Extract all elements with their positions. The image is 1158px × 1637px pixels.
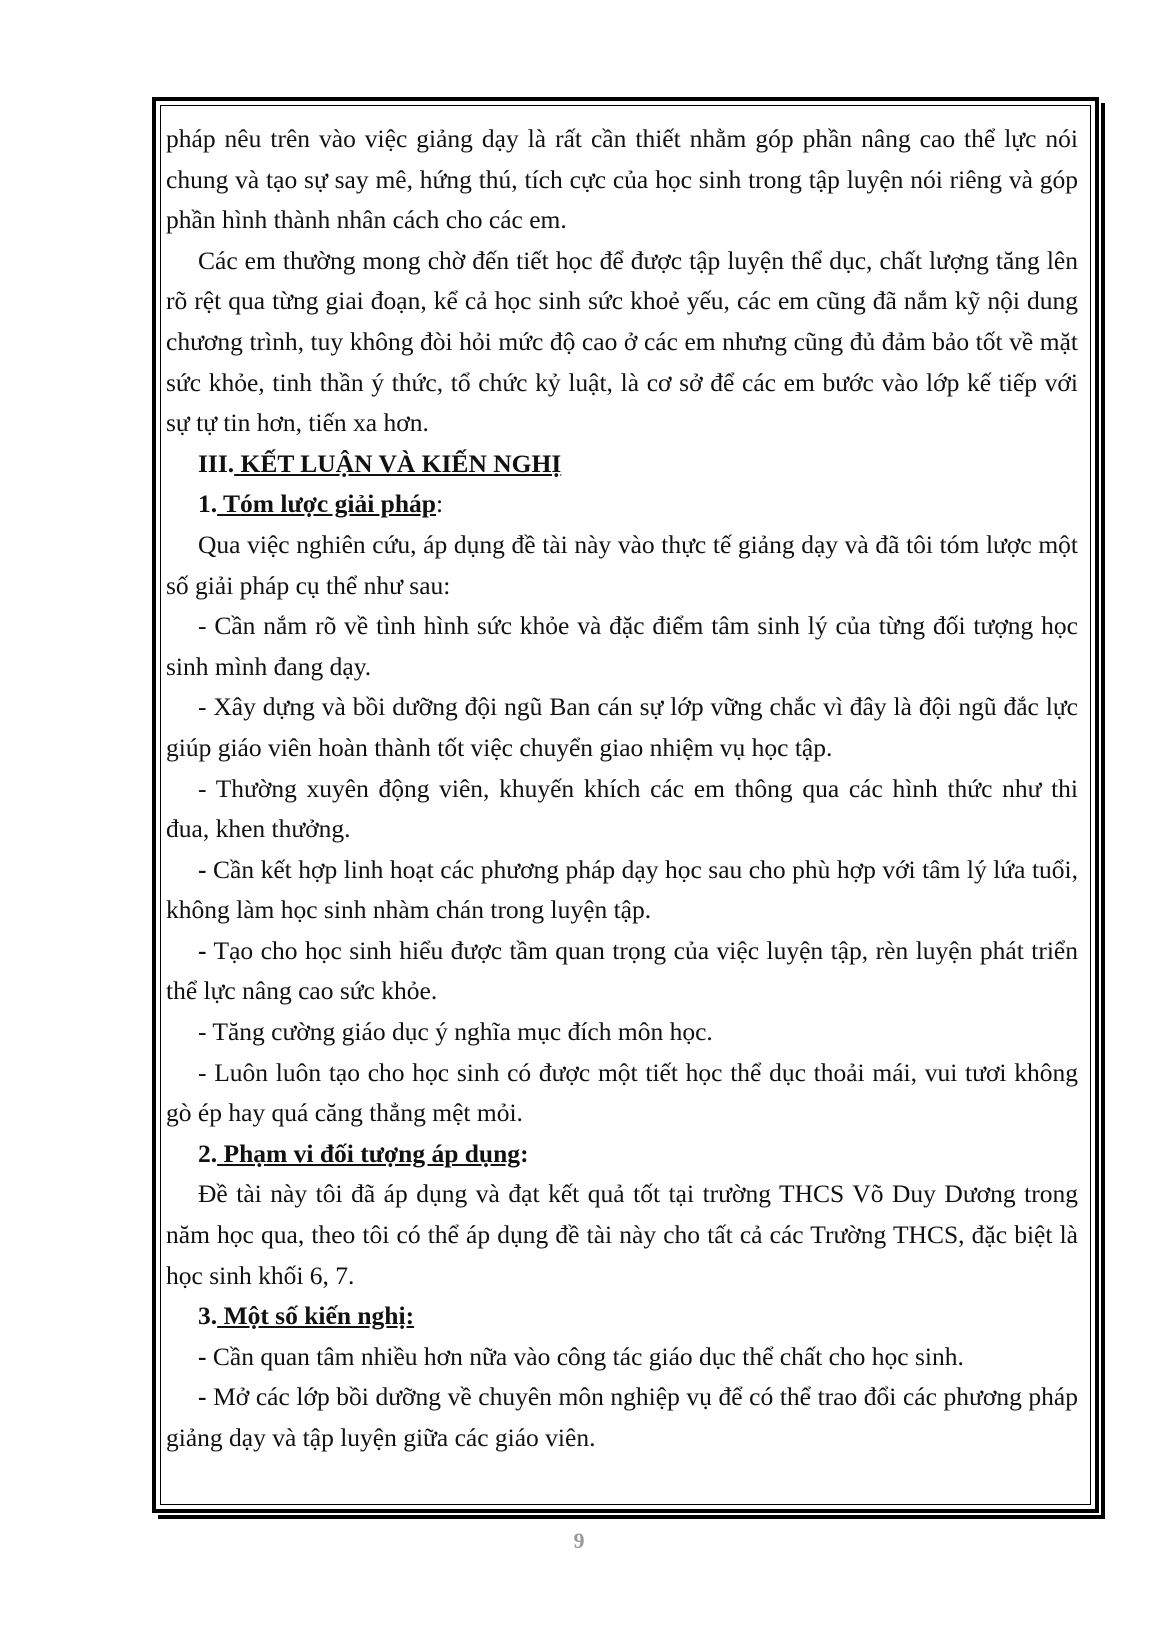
item-text: Mở các lớp bồi dưỡng về chuyên môn nghiệp vụ để có thể trao đổi các phương pháp giảng dạy và tập luyện giữa các giáo viên. [166,1382,1078,1452]
item-dash: - [198,1382,207,1412]
subheading-number: 2. [198,1138,218,1168]
summary-intro: Qua việc nghiên cứu, áp dụng đề tài này vào thực tế giảng dạy và đã tôi tóm lược một số giải pháp cụ thể như sau: [166,529,1078,600]
subheading-scope [166,1134,1078,1175]
subheading-summary [166,484,1078,525]
subheading-recommendations [166,1296,1078,1337]
item-dash: - [198,935,207,965]
item-dash: - [198,1341,207,1371]
item-text: Cần quan tâm nhiều hơn nữa vào công tác giáo dục thể chất cho học sinh. [206,1341,964,1371]
scope-text: Đề tài này tôi đã áp dụng và đạt kết quả tốt tại trường THCS Võ Duy Dương trong năm học qua, theo tôi có thể áp dụng đề tài này cho tất cả các Trường THCS, đặc biệt là học sinh khối 6, 7. [166,1179,1078,1290]
summary-item: - Xây dựng và bồi dưỡng đội ngũ Ban cán sự lớp vững chắc vì đây là đội ngũ đắc lực giúp giáo viên hoàn thành tốt việc chuyển giao nhiệm vụ học tập. [166,692,1078,762]
subheading-number: 3. [198,1301,218,1331]
subheading-title: Phạm vi đối tượng áp dụng [217,1138,521,1168]
paragraph-results: Các em thường mong chờ đến tiết học để được tập luyện thể dục, chất lượng tăng lên rõ rệt qua từng giai đoạn, kể cả học sinh sức khoẻ yếu, các em cũng đã nắm kỹ nội dung chương trình, tuy không đòi hỏi mức độ cao ở các em nhưng cũng đủ đảm bảo tốt về mặt sức khỏe, tinh thần ý thức, tổ chức kỷ luật, là cơ sở để các em bước vào lớp kế tiếp với sự tự tin hơn, tiến xa hơn. [166,245,1078,438]
page-number: 9 [573,1528,585,1553]
item-text: Cần kết hợp linh hoạt các phương pháp dạy học sau cho phù hợp với tâm lý lứa tuổi, không làm học sinh nhàm chán trong luyện tập. [166,854,1078,925]
subheading-colon: : [435,489,444,519]
summary-item: - Thường xuyên động viên, khuyến khích các em thông qua các hình thức như thi đua, khen thưởng. [166,773,1078,844]
section-heading-conclusion [166,444,1078,485]
summary-item: - Cần nắm rõ về tình hình sức khỏe và đặc điểm tâm sinh lý của từng đối tượng học sinh mình đang dạy. [166,611,1078,681]
section-number: III. [198,448,235,478]
item-dash: - [198,854,207,884]
subheading-title: Một số kiến nghị: [217,1301,415,1331]
summary-item [166,850,1078,931]
subheading-title: Tóm lược giải pháp [217,489,436,519]
subheading-number: 1. [198,489,218,519]
recommendation-item [166,1337,1078,1378]
recommendation-item [166,1377,1078,1458]
summary-item [166,931,1078,1012]
section-title: KẾT LUẬN VÀ KIẾN NGHỊ [234,448,562,478]
document-body [166,119,1078,1459]
summary-item: - Luôn luôn tạo cho học sinh có được một tiết học thể dục thoải mái, vui tươi không gò ép hay quá căng thẳng mệt mỏi. [166,1057,1078,1128]
summary-item: - Tăng cường giáo dục ý nghĩa mục đích môn học. [198,1017,713,1047]
item-text: Tạo cho học sinh hiểu được tầm quan trọng của việc luyện tập, rèn luyện phát triển thể lực nâng cao sức khỏe. [166,935,1078,1006]
paragraph-continued: pháp nêu trên vào việc giảng dạy là rất cần thiết nhằm góp phần nâng cao thể lực nói chung và tạo sự say mê, hứng thú, tích cực của học sinh trong tập luyện nói riêng và góp phần hình thành nhân cách cho các em. [166,124,1078,235]
subheading-colon: : [520,1138,529,1168]
